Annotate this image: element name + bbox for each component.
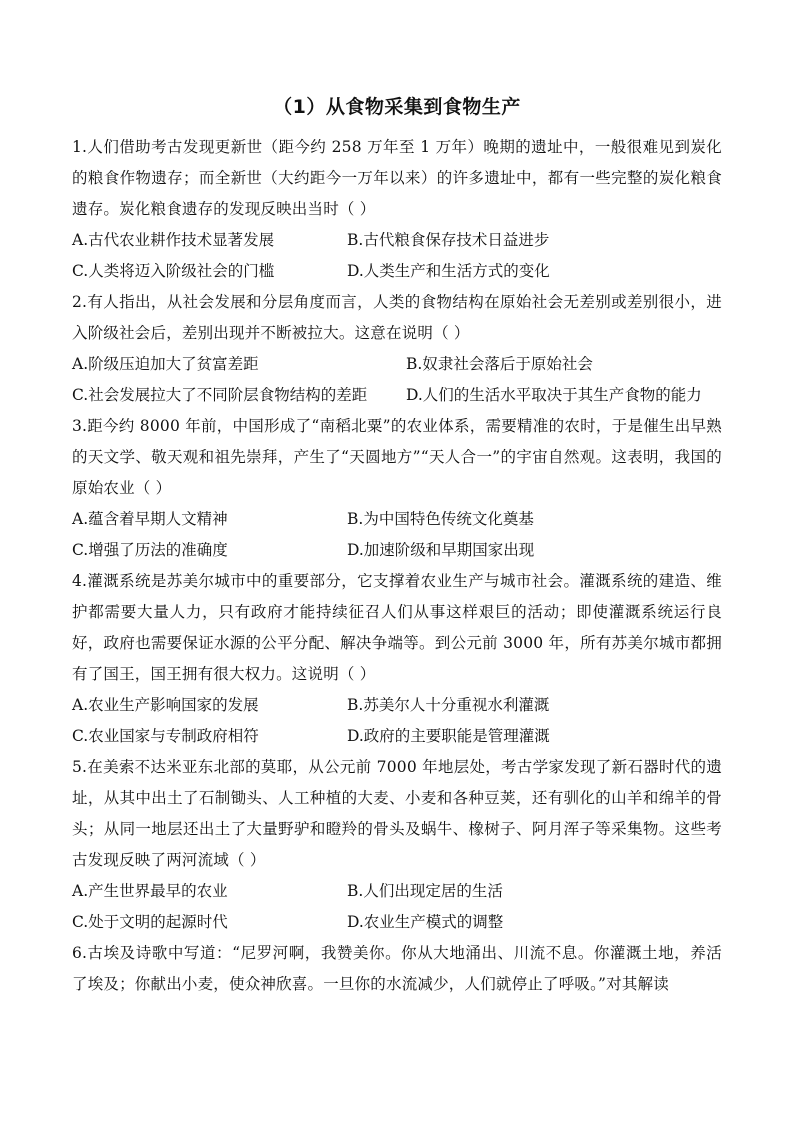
question-options [72,349,722,411]
option-a: A.产生世界最早的农业 [72,882,228,900]
option-b: B.苏美尔人十分重视水利灌溉 [347,696,550,714]
document-page [72,92,722,1000]
question-stem: 2.有人指出，从社会发展和分层角度而言，人类的食物结构在原始社会无差别或差别很小，进入阶级社会后，差别出现并不断被拉大。这意在说明（ ） [72,293,722,342]
option-a: A.阶级压迫加大了贫富差距 [72,355,259,373]
question-stem: 6.古埃及诗歌中写道：“尼罗河啊，我赞美你。你从大地涌出、川流不息。你灌溉土地，养活了埃及；你献出小麦，使众神欣喜。一旦你的水流减少，人们就停止了呼吸。”对其解读 [72,944,722,993]
option-d: D.人们的生活水平取决于其生产食物的能力 [406,386,702,404]
question-stem: 1.人们借助考古发现更新世（距今约 258 万年至 1 万年）晚期的遗址中，一般很难见到炭化的粮食作物遗存；而全新世（大约距今一万年以来）的许多遗址中，都有一些完整的炭化粮食遗存。炭化粮食遗存的发现反映出当时（ ） [72,138,722,218]
question-stem: 5.在美索不达米亚东北部的莫耶，从公元前 7000 年地层处，考古学家发现了新石器时代的遗址，从其中出土了石制锄头、人工种植的大麦、小麦和各种豆荚，还有驯化的山羊和绵羊的骨头；从同一地层还出土了大量野驴和瞪羚的骨头及蜗牛、橡树子、阿月浑子等采集物。这些考古发现反映了两河流域（ ） [72,758,722,869]
question-options [72,690,722,752]
option-d: D.政府的主要职能是管理灌溉 [347,727,550,745]
option-a: A.农业生产影响国家的发展 [72,696,259,714]
option-c: C.处于文明的起源时代 [72,913,228,931]
question-3 [72,411,722,566]
option-b: B.人们出现定居的生活 [347,882,503,900]
option-b: B.奴隶社会落后于原始社会 [406,355,593,373]
question-stem: 3.距今约 8000 年前，中国形成了“南稻北粟”的农业体系，需要精准的农时，于是催生出早熟的天文学、敬天观和祖先崇拜，产生了“天圆地方”“天人合一”的宇宙自然观。这表明，我国的原始农业（ ） [72,417,722,497]
option-d: D.加速阶级和早期国家出现 [347,541,535,559]
question-1 [72,132,722,287]
question-options [72,504,722,566]
question-5 [72,752,722,938]
question-2 [72,287,722,411]
question-stem: 4.灌溉系统是苏美尔城市中的重要部分，它支撑着农业生产与城市社会。灌溉系统的建造、维护都需要大量人力，只有政府才能持续征召人们从事这样艰巨的活动；即使灌溉系统运行良好，政府也需要保证水源的公平分配、解决争端等。到公元前 3000 年，所有苏美尔城市都拥有了国王，国王拥有很大权力。这说明（ ） [72,572,722,683]
question-options [72,876,722,938]
option-b: B.为中国特色传统文化奠基 [347,510,534,528]
option-c: C.增强了历法的准确度 [72,541,228,559]
option-c: C.农业国家与专制政府相符 [72,727,259,745]
option-d: D.农业生产模式的调整 [347,913,504,931]
question-6 [72,938,722,1000]
option-a: A.古代农业耕作技术显著发展 [72,231,275,249]
option-c: C.社会发展拉大了不同阶层食物结构的差距 [72,386,368,404]
option-b: B.古代粮食保存技术日益进步 [347,231,550,249]
question-4 [72,566,722,752]
option-c: C.人类将迈入阶级社会的门槛 [72,262,275,280]
option-d: D.人类生产和生活方式的变化 [347,262,550,280]
option-a: A.蕴含着早期人文精神 [72,510,228,528]
document-title: （1）从食物采集到食物生产 [273,96,521,118]
question-options [72,225,722,287]
